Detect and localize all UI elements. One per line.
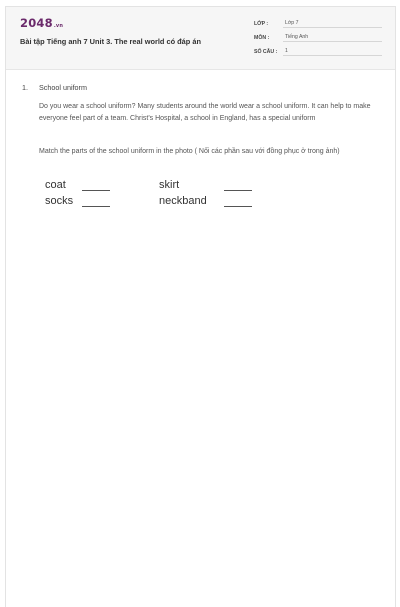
meta-question-count-value: 1 bbox=[283, 47, 382, 56]
meta-subject-value: Tiếng Anh bbox=[283, 33, 382, 42]
meta-question-count bbox=[254, 47, 382, 58]
document-title: Bài tập Tiếng anh 7 Unit 3. The real world có đáp án bbox=[20, 37, 201, 46]
vocab-item-skirt: skirt bbox=[159, 179, 180, 191]
site-logo[interactable]: 2048.vn bbox=[20, 16, 64, 30]
question-number: 1. bbox=[22, 83, 28, 92]
meta-class bbox=[254, 19, 382, 30]
answer-blank-neckband[interactable] bbox=[224, 206, 252, 207]
meta-class-value: Lớp 7 bbox=[283, 19, 382, 28]
question-paragraph: Do you wear a school uniform? Many students around the world wear a school uniform. It can help to make everyone feel part of a team. Christ's Hospital, a school in England, has a special uniform bbox=[39, 103, 371, 122]
meta-class-label: LỚP : bbox=[254, 21, 269, 27]
vocab-item-neckband: neckband bbox=[159, 195, 207, 207]
meta-question-count-label: SỐ CÂU : bbox=[254, 49, 278, 55]
answer-blank-socks[interactable] bbox=[82, 206, 110, 207]
meta-subject-label: MÔN : bbox=[254, 35, 270, 41]
answer-blank-skirt[interactable] bbox=[224, 190, 252, 191]
question-title: School uniform bbox=[39, 83, 87, 92]
meta-subject bbox=[254, 33, 382, 44]
worksheet-page bbox=[5, 6, 396, 607]
question-instruction: Match the parts of the school uniform in the photo ( Nối các phần sau với đồng phục ở trong ảnh) bbox=[39, 148, 340, 155]
vocab-item-socks: socks bbox=[45, 195, 74, 207]
vocab-item-coat: coat bbox=[45, 179, 66, 191]
worksheet-header bbox=[6, 7, 395, 70]
answer-blank-coat[interactable] bbox=[82, 190, 110, 191]
